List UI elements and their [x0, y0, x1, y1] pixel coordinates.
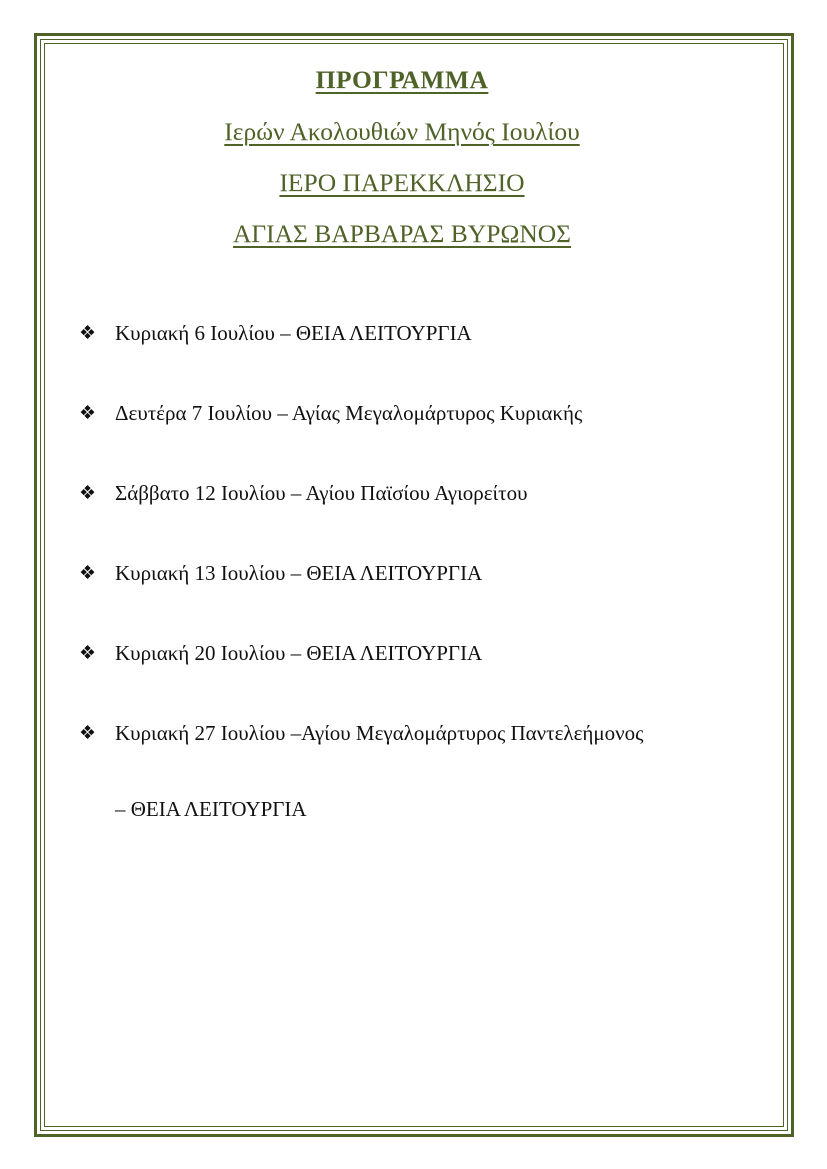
diamond-bullet-icon: ❖ — [79, 562, 97, 584]
schedule-item — [79, 398, 582, 428]
chapel-name: ΙΕΡΟ ΠΑΡΕΚΚΛΗΣΙΟ — [279, 168, 525, 197]
diamond-bullet-icon: ❖ — [79, 322, 97, 344]
schedule-item-text: Δευτέρα 7 Ιουλίου – Αγίας Μεγαλομάρτυρος Κυριακής — [115, 400, 583, 425]
program-subtitle: Ιερών Ακολουθιών Μηνός Ιουλίου — [224, 117, 580, 146]
chapel-location: ΑΓΙΑΣ ΒΑΡΒΑΡΑΣ ΒΥΡΩΝΟΣ — [232, 219, 572, 248]
diamond-bullet-icon: ❖ — [79, 722, 97, 744]
schedule-item — [79, 478, 528, 508]
schedule-item-continuation: – ΘΕΙΑ ΛΕΙΤΟΥΡΓΙΑ — [115, 797, 307, 821]
diamond-bullet-icon: ❖ — [79, 402, 97, 424]
schedule-item — [79, 318, 472, 348]
diamond-bullet-icon: ❖ — [79, 482, 97, 504]
schedule-item-text: Κυριακή 27 Ιουλίου –Αγίου Μεγαλομάρτυρος Παντελεήμονος — [115, 720, 644, 745]
diamond-bullet-icon: ❖ — [79, 642, 97, 664]
program-title: ΠΡΟΓΡΑΜΜΑ — [315, 65, 489, 94]
schedule-item-text: Σάββατο 12 Ιουλίου – Αγίου Παϊσίου Αγιορείτου — [115, 480, 528, 505]
schedule-item-text: Κυριακή 13 Ιουλίου – ΘΕΙΑ ΛΕΙΤΟΥΡΓΙΑ — [115, 560, 483, 585]
schedule-item — [79, 638, 482, 668]
schedule-item — [79, 718, 815, 748]
schedule-item — [79, 558, 482, 588]
schedule-item-text: Κυριακή 20 Ιουλίου – ΘΕΙΑ ΛΕΙΤΟΥΡΓΙΑ — [115, 640, 483, 665]
schedule-item-text: Κυριακή 6 Ιουλίου – ΘΕΙΑ ΛΕΙΤΟΥΡΓΙΑ — [115, 320, 472, 345]
